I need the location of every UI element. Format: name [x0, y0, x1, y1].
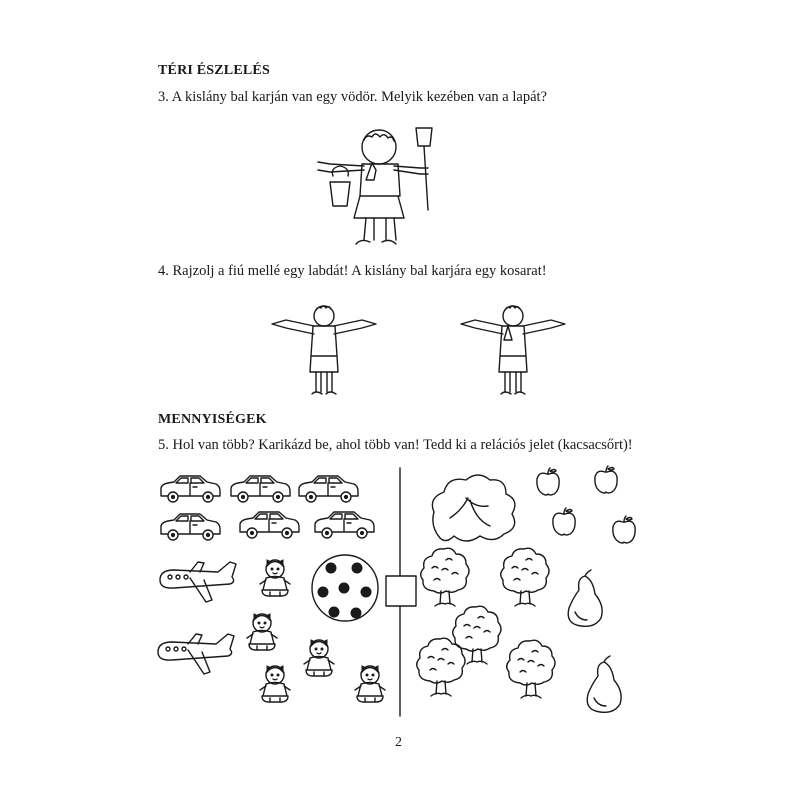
girl-figure — [461, 306, 565, 394]
task-4-text: 4. Rajzolj a fiú mellé egy labdát! A kislány bal karjára egy kosarat! — [158, 263, 547, 279]
task-3-text: 3. A kislány bal karján van egy vödör. Melyik kezében van a lapát? — [158, 89, 547, 105]
boy-figure — [272, 306, 376, 394]
apples-group — [537, 466, 635, 543]
planes-group — [158, 562, 236, 674]
task-5-text: 5. Hol van több? Karikázd be, ahol több van! Tedd ki a relációs jelet (kacsacsőrt)! — [158, 437, 633, 453]
ball — [312, 555, 378, 621]
dolls-group — [247, 560, 385, 702]
trees-group — [417, 548, 555, 698]
pears-group — [568, 570, 621, 712]
bush — [432, 475, 515, 541]
section-heading-quantities: MENNYISÉGEK — [158, 412, 267, 427]
section-heading-spatial: TÉRI ÉSZLELÉS — [158, 63, 270, 78]
cars-group — [161, 476, 374, 540]
page-number: 2 — [395, 735, 402, 750]
girl-with-bucket-and-shovel — [318, 128, 432, 244]
relation-answer-box[interactable] — [386, 576, 416, 606]
